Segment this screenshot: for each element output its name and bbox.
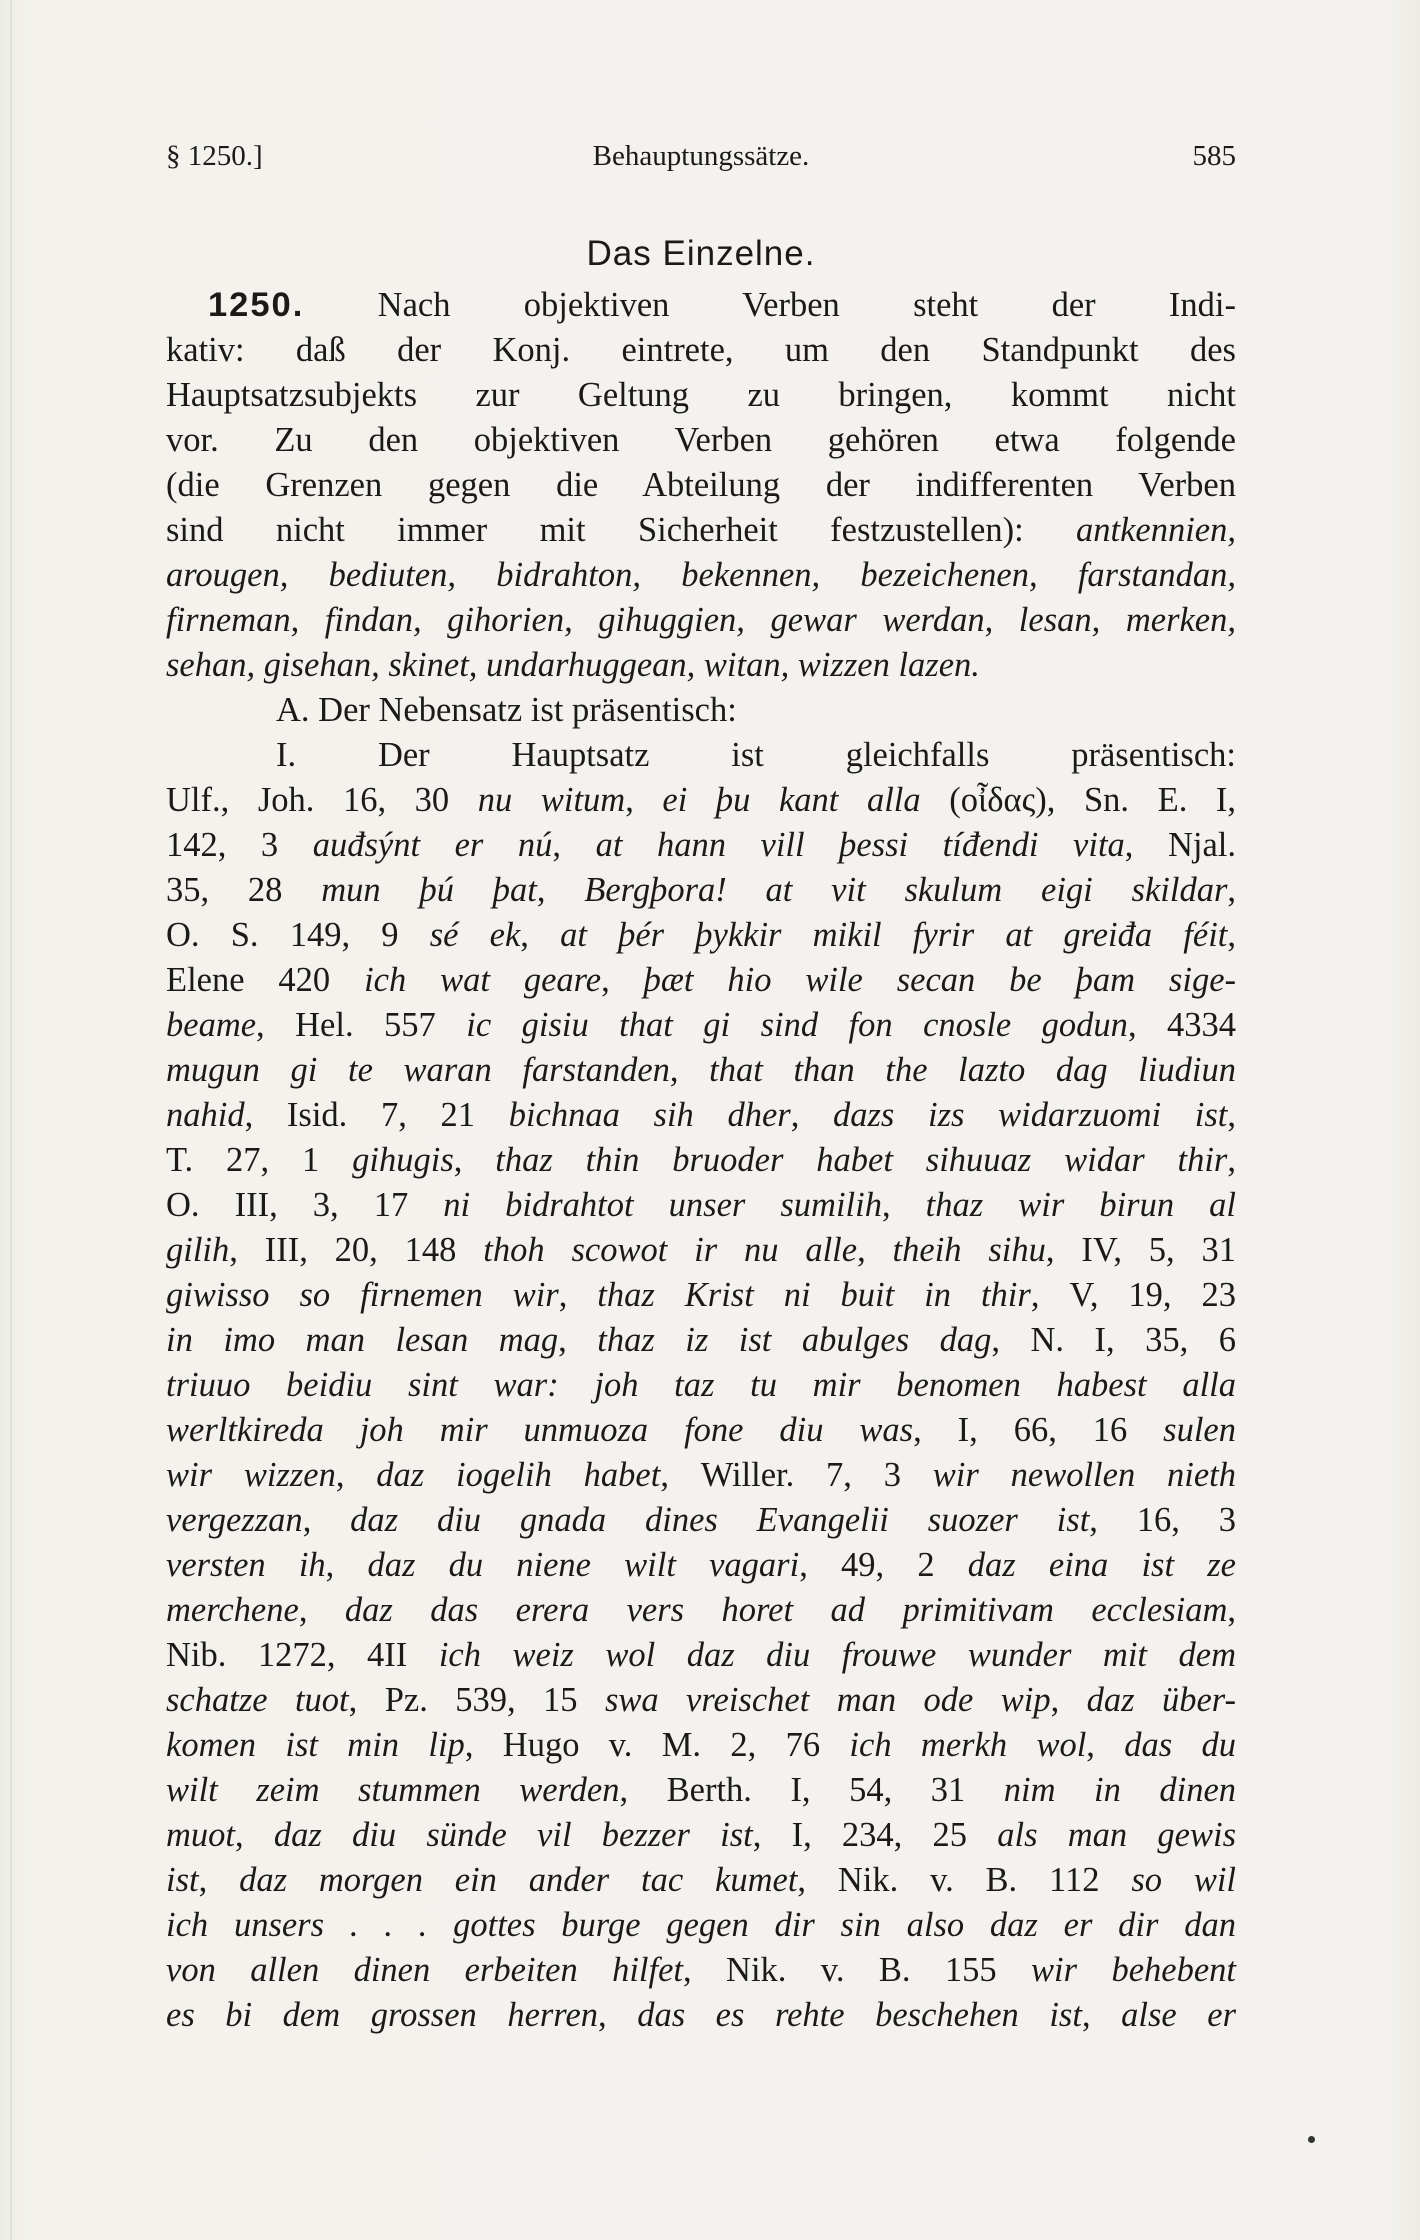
example-line: schatze tuot, Pz. 539, 15 swa vreischet man ode wip, daz über- [166, 1681, 1237, 1719]
term-list: firneman, findan, gihorien, gihuggien, gewar werdan, lesan, merken, [166, 601, 1236, 639]
term-list: arougen, bediuten, bidrahton, bekennen, bezeichenen, farstandan, [166, 556, 1236, 594]
example-line: wir wizzen, daz iogelih habet, Willer. 7, 3 wir newollen nieth [166, 1456, 1236, 1494]
ink-speck [1308, 2136, 1315, 2143]
page-edge-shadow [10, 0, 12, 2240]
text-line [166, 598, 1236, 643]
text-line: kativ: daß der Konj. eintrete, um den Standpunkt des [166, 331, 1236, 369]
example-line: vergezzan, daz diu gnada dines Evangelii suozer ist, 16, 3 [166, 1501, 1237, 1539]
example-line: Elene 420 ich wat geare, þæt hio wile secan be þam sige- [166, 961, 1236, 999]
example-line: Ulf., Joh. 16, 30 nu witum, ei þu kant alla (οἶδας), Sn. E. I, [166, 781, 1237, 819]
example-line: in imo man lesan mag, thaz iz ist abulges dag, N. I, 35, 6 [166, 1321, 1236, 1359]
text-line: (die Grenzen gegen die Abteilung der indifferenten Verben [166, 466, 1236, 504]
term-list: sehan, gisehan, skinet, undarhuggean, witan, wizzen lazen. [166, 646, 980, 684]
example-line: versten ih, daz du niene wilt vagari, 49, 2 daz eina ist ze [166, 1546, 1236, 1584]
paragraph-number: 1250. [208, 286, 305, 324]
example-line: es bi dem grossen herren, das es rehte beschehen ist, alse er [166, 1996, 1236, 2034]
example-line: nahid, Isid. 7, 21 bichnaa sih dher, dazs izs widarzuomi ist, [166, 1096, 1236, 1134]
running-header [166, 140, 1236, 180]
main-text [166, 283, 1236, 2038]
header-title: Behauptungssätze. [592, 140, 810, 172]
example-line: von allen dinen erbeiten hilfet, Nik. v. B. 155 wir behebent [166, 1951, 1236, 1989]
example-line: werltkireda joh mir unmuoza fone diu was, I, 66, 16 sulen [166, 1411, 1236, 1449]
example-line: triuuo beidiu sint war: joh taz tu mir benomen habest alla [166, 1366, 1236, 1404]
text-line: sind nicht immer mit Sicherheit festzustellen): antkennien, [166, 511, 1236, 549]
text-line [166, 643, 1236, 688]
example-line: giwisso so firnemen wir, thaz Krist ni buit in thir, V, 19, 23 [166, 1276, 1237, 1314]
text-line [166, 283, 1236, 328]
text-line: vor. Zu den objektiven Verben gehören etwa folgende [166, 421, 1236, 459]
text-line [166, 553, 1236, 598]
example-line: 142, 3 auđsýnt er nú, at hann vill þessi tíđendi vita, Njal. [166, 826, 1237, 864]
page-number: 585 [1192, 140, 1236, 172]
example-line: muot, daz diu sünde vil bezzer ist, I, 234, 25 als man gewis [166, 1816, 1236, 1854]
example-line: gilih, III, 20, 148 thoh scowot ir nu alle, theih sihu, IV, 5, 31 [166, 1231, 1237, 1269]
example-line: ich unsers . . . gottes burge gegen dir sin also daz er dir dan [166, 1906, 1236, 1944]
example-line: 35, 28 mun þú þat, Bergþora! at vit skulum eigi skildar, [166, 871, 1237, 909]
example-line: ist, daz morgen ein ander tac kumet, Nik. v. B. 112 so wil [166, 1861, 1236, 1899]
example-line: komen ist min lip, Hugo v. M. 2, 76 ich merkh wol, das du [166, 1726, 1237, 1764]
example-line: beame, Hel. 557 ic gisiu that gi sind fon cnosle godun, 4334 [166, 1006, 1237, 1044]
example-line: wilt zeim stummen werden, Berth. I, 54, 31 nim in dinen [166, 1771, 1237, 1809]
example-line: T. 27, 1 gihugis, thaz thin bruoder habet sihuuaz widar thir, [166, 1141, 1236, 1179]
example-line: O. III, 3, 17 ni bidrahtot unser sumilih, thaz wir birun al [166, 1186, 1236, 1224]
example-line: mugun gi te waran farstanden, that than the lazto dag liudiun [166, 1051, 1236, 1089]
section-heading: Das Einzelne. [586, 234, 816, 273]
text-line: Hauptsatzsubjekts zur Geltung zu bringen, kommt nicht [166, 376, 1236, 414]
example-line: merchene, daz das erera vers horet ad primitivam ecclesiam, [166, 1591, 1236, 1629]
example-line: O. S. 149, 9 sé ek, at þér þykkir mikil fyrir at greiđa féit, [166, 916, 1236, 954]
header-section: § 1250.] [166, 140, 263, 172]
subsection-a: A. Der Nebensatz ist präsentisch: [276, 691, 737, 729]
text-line-content: Nach objektiven Verben steht der Indi- [377, 286, 1236, 324]
examples-block [166, 778, 1236, 2038]
subsection-a1: I. Der Hauptsatz ist gleichfalls präsentisch: [276, 736, 1236, 774]
example-line: Nib. 1272, 4II ich weiz wol daz diu frouwe wunder mit dem [166, 1636, 1236, 1674]
